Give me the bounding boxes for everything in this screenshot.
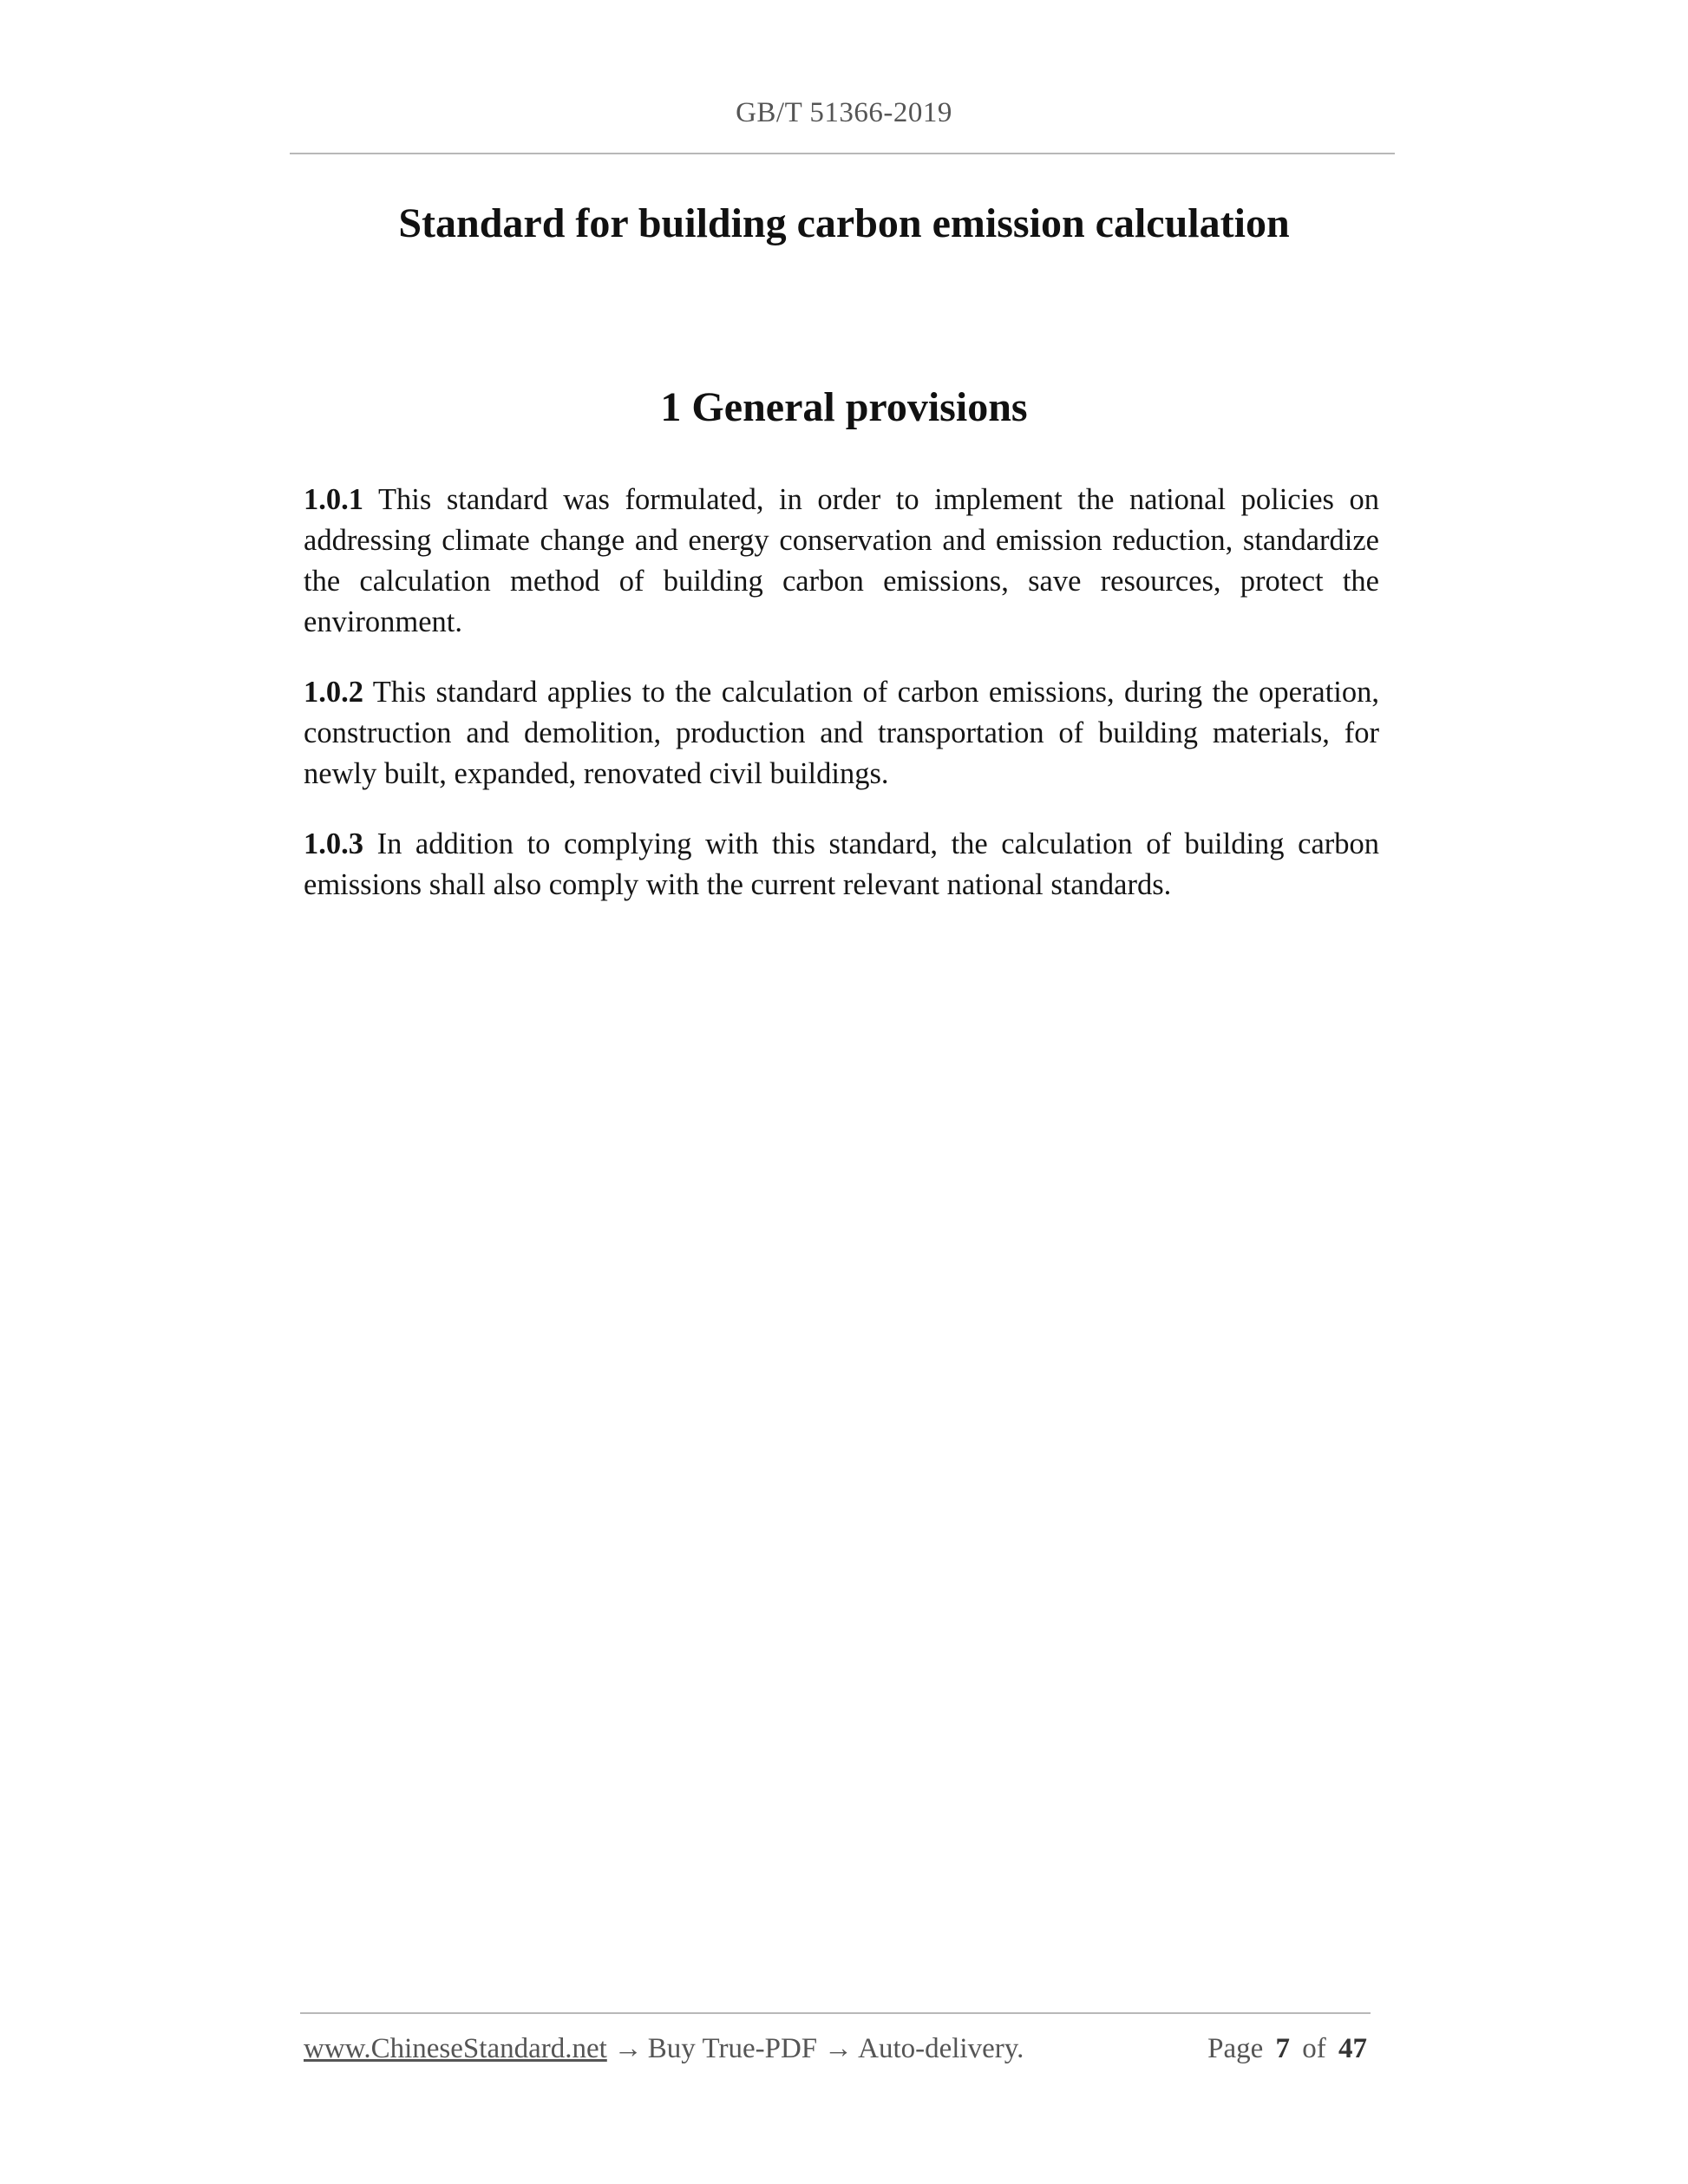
clause-1-0-1 [304,480,1379,643]
clause-1-0-3 [304,824,1379,906]
header-standard-code: GB/T 51366-2019 [736,97,952,128]
footer-divider [300,2012,1371,2014]
buy-true-pdf-text: Buy True-PDF [647,2033,818,2064]
chapter-title: 1 General provisions [660,384,1028,430]
clause-number: 1.0.3 [304,827,363,860]
document-title: Standard for building carbon emission calculation [398,200,1290,246]
arrow-right-icon: → [824,2033,854,2064]
page-indicator [1207,2033,1367,2065]
page-current: 7 [1275,2033,1290,2064]
clause-number: 1.0.2 [304,676,363,709]
website-link[interactable]: www.ChineseStandard.net [304,2033,607,2064]
auto-delivery-text: Auto-delivery. [858,2033,1024,2064]
arrow-right-icon: → [613,2033,643,2064]
page-of-label: of [1302,2033,1326,2064]
page-label: Page [1207,2033,1264,2064]
page-total: 47 [1338,2033,1367,2064]
clause-text: This standard applies to the calculation of carbon emissions, during the operation, construction and demolition, production and transportation of building materials, for newly built, expanded, renovated civil buildings. [304,676,1379,790]
clause-1-0-2 [304,672,1379,794]
clause-text: In addition to complying with this standard, the calculation of building carbon emissions shall also comply with the current relevant national standards. [304,827,1380,901]
footer-promo [304,2033,1024,2065]
clause-text: This standard was formulated, in order to implement the national policies on addressing climate change and energy conservation and emission reduction, standardize the calculation method of building carbon emissions, save resources, protect the environment. [304,483,1379,638]
clause-number: 1.0.1 [304,483,363,516]
header-divider [290,153,1395,154]
